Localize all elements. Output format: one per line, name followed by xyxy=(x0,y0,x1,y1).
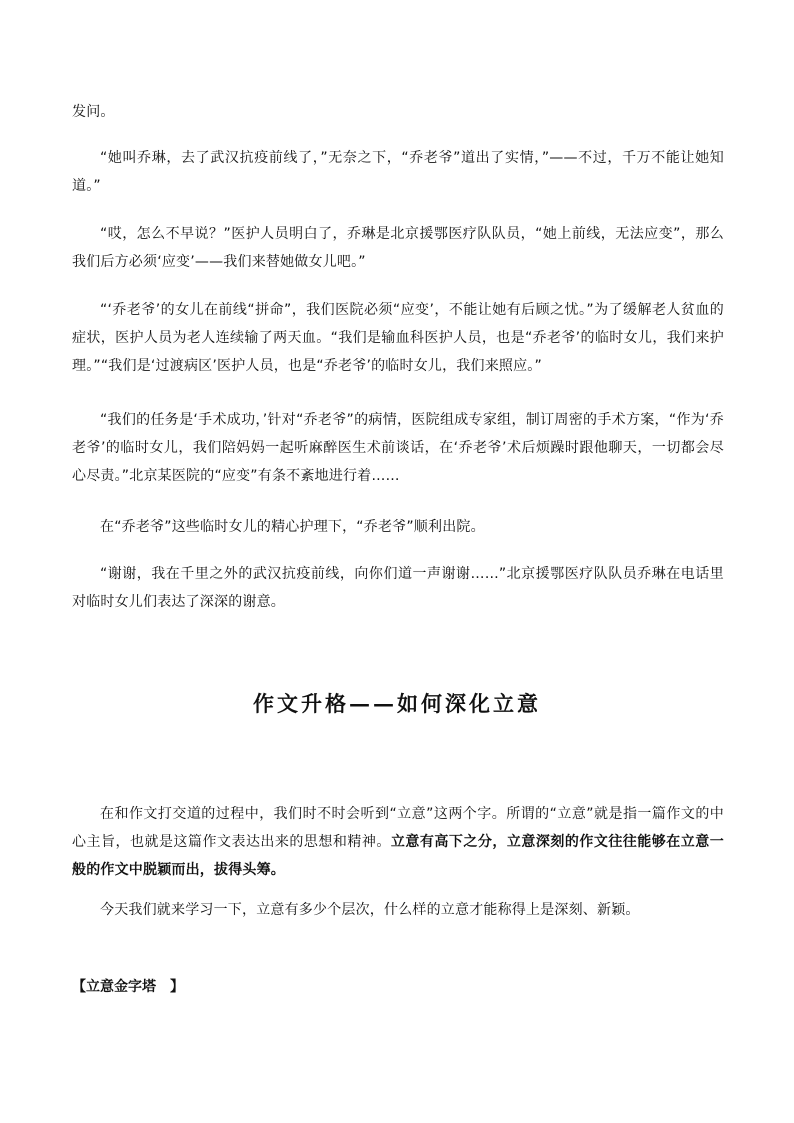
pyramid-heading: 【立意金字塔 】 xyxy=(72,979,184,995)
section-intro xyxy=(72,800,724,884)
intro-emphasis: 立意有高下之分，立意深刻的作文往往能够在立意一般的作文中脱颖而出，拔得头筹。 xyxy=(72,834,724,878)
section-title: 作文升格——如何深化立意 xyxy=(253,691,541,716)
paragraph-fragment: 发问。 xyxy=(72,104,115,120)
paragraph-dialogue-1: “她叫乔琳，去了武汉抗疫前线了，”无奈之下，“乔老爷”道出了实情，”——不过，千万不能让她知道。” xyxy=(72,150,724,194)
intro-text: 在和作文打交道的过程中，我们时不时会听到“立意”这两个字。所谓的“立意”就是指一篇作文的中心主旨，也就是这篇作文表达出来的思想和精神。 xyxy=(72,806,724,850)
paragraph-discharge: 在“乔老爷”这些临时女儿的精心护理下，“乔老爷”顺利出院。 xyxy=(100,519,485,535)
section-today: 今天我们就来学习一下，立意有多少个层次，什么样的立意才能称得上是深刻、新颖。 xyxy=(100,902,640,918)
paragraph-dialogue-4: “我们的任务是‘手术成功，’针对“乔老爷”的病情，医院组成专家组，制订周密的手术方案，“作为‘乔老爷’的临时女儿，我们陪妈妈一起听麻醉医生术前谈话，在‘乔老爷’术后烦躁时跟他聊天，一切都会尽心尽责。”北京某医院的“应变”有条不紊地进行着…… xyxy=(72,412,724,484)
paragraph-thanks: “谢谢，我在千里之外的武汉抗疫前线，向你们道一声谢谢……”北京援鄂医疗队队员乔琳在电话里对临时女儿们表达了深深的谢意。 xyxy=(72,566,724,610)
paragraph-dialogue-3: “‘乔老爷’的女儿在前线“拼命”，我们医院必须“应变’，不能让她有后顾之忧。”为了缓解老人贫血的症状，医护人员为老人连续输了两天血。“我们是输血科医护人员，也是“乔老爷’的临时女儿，我们来护理。”“我们是‘过渡病区’医护人员，也是“乔老爷’的临时女儿，我们来照应。” xyxy=(72,302,724,374)
paragraph-dialogue-2: “哎，怎么不早说？”医护人员明白了，乔琳是北京援鄂医疗队队员，“她上前线，无法应变”，那么我们后方必须‘应变’——我们来替她做女儿吧。” xyxy=(72,226,724,270)
